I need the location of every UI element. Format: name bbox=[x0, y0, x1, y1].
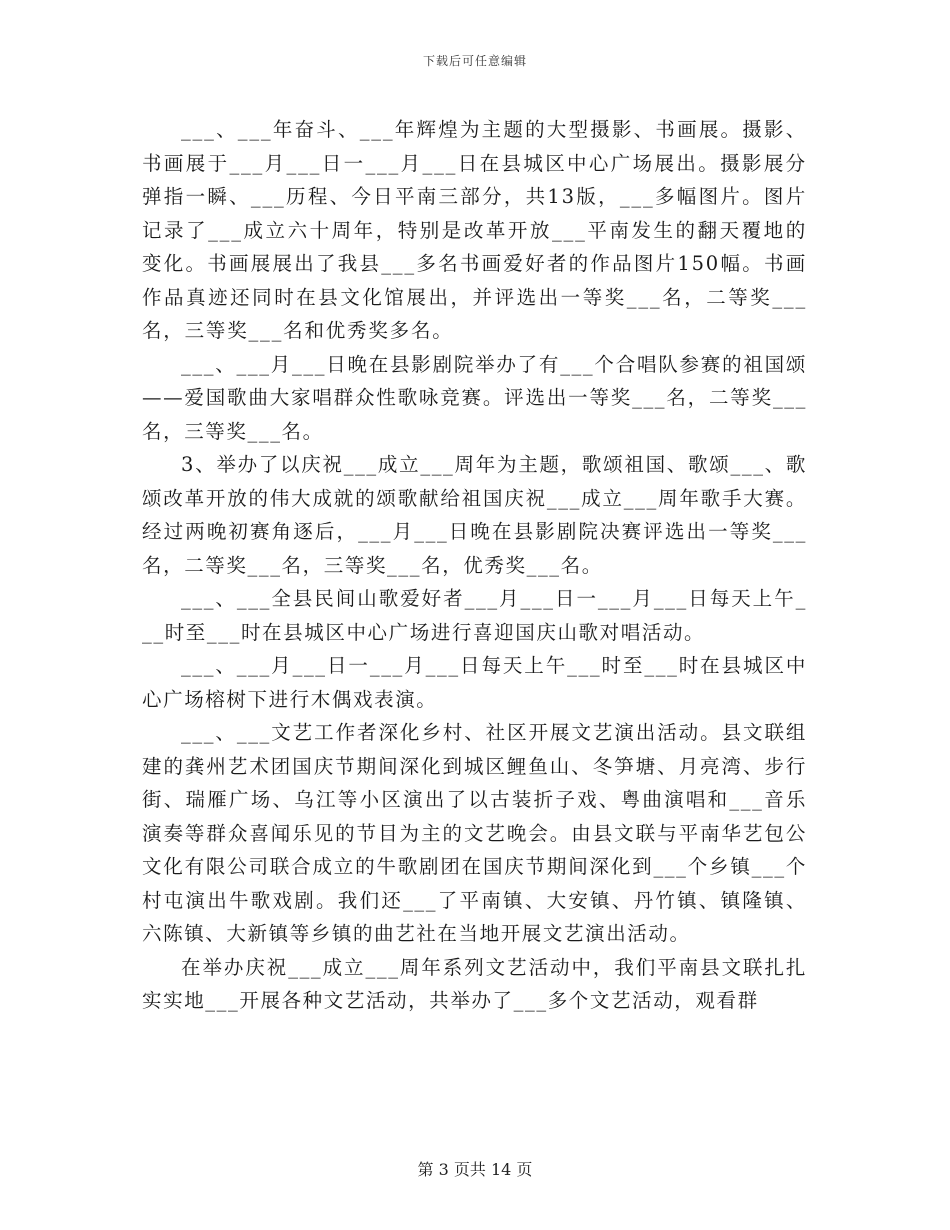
paragraph-art-troupe: ___、___文艺工作者深化乡村、社区开展文艺演出活动。县文联组建的龚州艺术团国庆节期间深化到城区鲤鱼山、冬笋塘、月亮湾、步行街、瑞雁广场、乌江等小区演出了以古装折子戏、粤曲演唱和___音乐演奏等群众喜闻乐见的节目为主的文艺晚会。由县文联与平南华艺包公文化有限公司联合成立的牛歌剧团在国庆节期间深化到___个乡镇___个村屯演出牛歌戏剧。我们还___了平南镇、大安镇、丹竹镇、镇隆镇、六陈镇、大新镇等乡镇的曲艺社在当地开展文艺演出活动。 bbox=[142, 721, 807, 945]
paragraph-singer-contest: 3、举办了以庆祝___成立___周年为主题，歌颂祖国、歌颂___、歌颂改革开放的伟大成就的颂歌献给祖国庆祝___成立___周年歌手大赛。经过两晚初赛角逐后，___月___日晚在县影剧院决赛评选出一等奖___名，二等奖___名，三等奖___名，优秀奖___名。 bbox=[142, 453, 807, 577]
page-header: 下载后可任意编辑 bbox=[422, 54, 527, 68]
document-body bbox=[142, 113, 807, 1018]
paragraph-puppet-show: ___、___月___日一___月___日每天上午___时至___时在县城区中心广场榕树下进行木偶戏表演。 bbox=[142, 654, 807, 711]
paragraph-choir-contest: ___、___月___日晚在县影剧院举办了有___个合唱队参赛的祖国颂——爱国歌曲大家唱群众性歌咏竞赛。评选出一等奖___名，二等奖___名，三等奖___名。 bbox=[142, 352, 807, 443]
paragraph-summary: 在举办庆祝___成立___周年系列文艺活动中，我们平南县文联扎扎实实地___开展各种文艺活动，共举办了___多个文艺活动，观看群 bbox=[142, 955, 807, 1012]
paragraph-exhibition: ___、___年奋斗、___年辉煌为主题的大型摄影、书画展。摄影、书画展于___月___日一___月___日在县城区中心广场展出。摄影展分弹指一瞬、___历程、今日平南三部分，共13版，___多幅图片。图片记录了___成立六十周年，特别是改革开放___平南发生的翻天覆地的变化。书画展展出了我县___多名书画爱好者的作品图片150幅。书画作品真迹还同时在县文化馆展出，并评选出一等奖___名，二等奖___名，三等奖___名和优秀奖多名。 bbox=[142, 118, 807, 342]
page-number: 第 3 页共 14 页 bbox=[417, 1160, 533, 1179]
paragraph-folk-song: ___、___全县民间山歌爱好者___月___日一___月___日每天上午___时至___时在县城区中心广场进行喜迎国庆山歌对唱活动。 bbox=[142, 587, 807, 644]
